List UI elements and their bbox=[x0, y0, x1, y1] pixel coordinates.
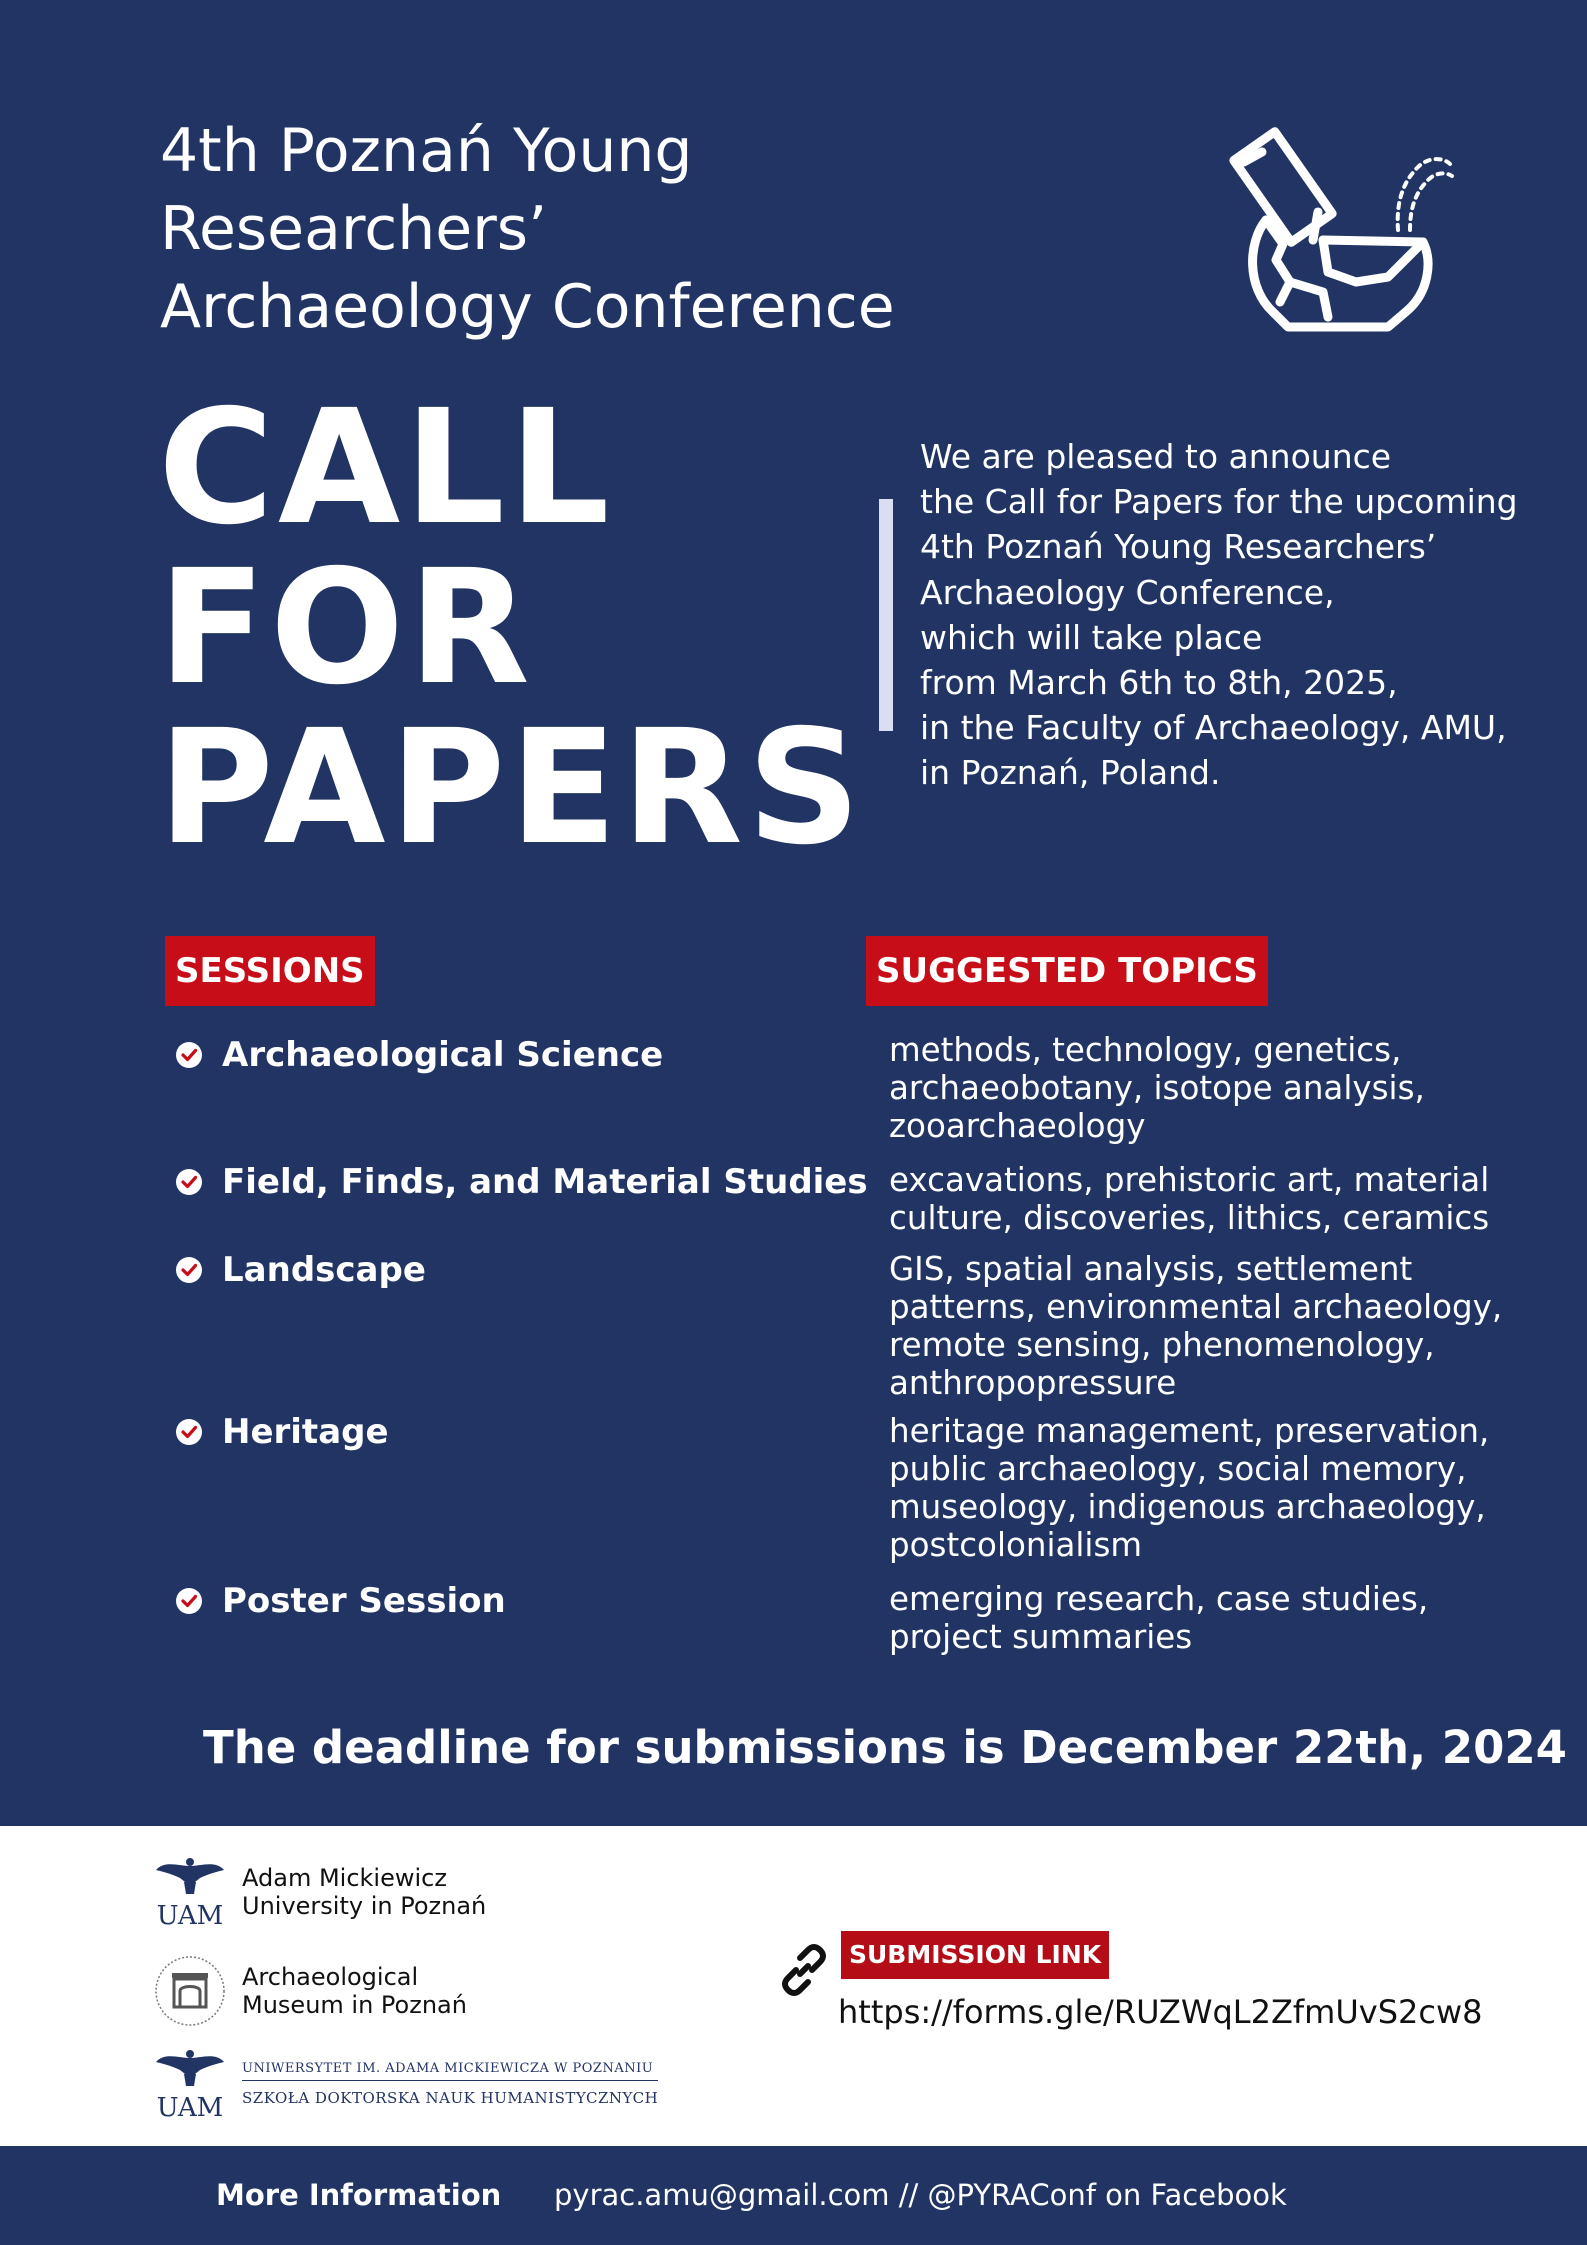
footer-bar bbox=[0, 2146, 1587, 2245]
doctoral-school-line: SZKOŁA DOKTORSKA NAUK HUMANISTYCZNYCH bbox=[242, 2089, 659, 2107]
museum-seal-logo-icon bbox=[150, 1951, 230, 2031]
institution-name-line: Archaeological bbox=[242, 1963, 419, 1991]
session-label: Heritage bbox=[222, 1412, 389, 1452]
university-name-line: UNIWERSYTET IM. ADAMA MICKIEWICZA W POZNANIU bbox=[242, 2061, 658, 2081]
announcement-line: in Poznań, Poland. bbox=[920, 753, 1221, 793]
uam-eagle-logo-icon bbox=[150, 2044, 230, 2124]
topic-line: museology, indigenous archaeology, bbox=[889, 1488, 1486, 1526]
topic-line: excavations, prehistoric art, material bbox=[889, 1161, 1490, 1199]
institution-name-line: Adam Mickiewicz bbox=[242, 1864, 447, 1892]
session-label: Archaeological Science bbox=[222, 1035, 664, 1075]
topic-line: anthropopressure bbox=[889, 1364, 1177, 1402]
session-topics bbox=[889, 1161, 1569, 1237]
session-item bbox=[176, 1412, 389, 1452]
announcement-accent-bar bbox=[879, 499, 893, 731]
topic-line: archaeobotany, isotope analysis, bbox=[889, 1069, 1425, 1107]
conference-title-line: Researchers’ bbox=[160, 194, 548, 264]
announcement-line: in the Faculty of Archaeology, AMU, bbox=[920, 708, 1507, 748]
conference-title bbox=[160, 112, 980, 346]
uam-eagle-logo-icon bbox=[150, 1852, 230, 1932]
headline-line: FOR bbox=[158, 536, 534, 720]
session-topics bbox=[889, 1412, 1569, 1564]
more-information-label: More Information bbox=[216, 2178, 502, 2212]
uam-logo-text: UAM bbox=[156, 1901, 224, 1931]
session-label: Field, Finds, and Material Studies bbox=[222, 1162, 868, 1202]
topic-line: emerging research, case studies, bbox=[889, 1580, 1429, 1618]
session-item bbox=[176, 1162, 868, 1202]
link-icon bbox=[778, 1944, 830, 1996]
checkmark-icon bbox=[176, 1588, 202, 1614]
topic-line: zooarchaeology bbox=[889, 1107, 1146, 1145]
session-topics bbox=[889, 1250, 1569, 1402]
announcement-line: the Call for Papers for the upcoming bbox=[920, 482, 1518, 522]
topic-line: postcolonialism bbox=[889, 1526, 1143, 1564]
institution-name-line: University in Poznań bbox=[242, 1892, 487, 1920]
announcement-line: from March 6th to 8th, 2025, bbox=[920, 663, 1398, 703]
topic-line: project summaries bbox=[889, 1618, 1193, 1656]
headline-line: CALL bbox=[158, 376, 614, 560]
conference-title-line: Archaeology Conference bbox=[160, 272, 895, 342]
session-label: Landscape bbox=[222, 1250, 426, 1290]
session-topics bbox=[889, 1031, 1569, 1145]
checkmark-icon bbox=[176, 1257, 202, 1283]
institution-name bbox=[242, 1963, 467, 2019]
institution-amu bbox=[150, 1852, 486, 1932]
announcement-line: 4th Poznań Young Researchers’ bbox=[920, 527, 1437, 567]
topic-line: patterns, environmental archaeology, bbox=[889, 1288, 1503, 1326]
broken-vessel-icon bbox=[1228, 112, 1468, 352]
doctoral-school-name bbox=[242, 2061, 658, 2107]
topic-line: culture, discoveries, lithics, ceramics bbox=[889, 1199, 1490, 1237]
announcement-line: which will take place bbox=[920, 617, 1263, 657]
session-item bbox=[176, 1035, 663, 1075]
institution-doctoral-school bbox=[150, 2044, 658, 2124]
sessions-heading: SESSIONS bbox=[165, 936, 375, 1006]
institution-museum bbox=[150, 1951, 467, 2031]
submission-url-link[interactable]: https://forms.gle/RUZWqL2ZfmUvS2cw8 bbox=[838, 1993, 1483, 2031]
announcement-line: Archaeology Conference, bbox=[920, 572, 1335, 612]
session-item bbox=[176, 1250, 426, 1290]
checkmark-icon bbox=[176, 1419, 202, 1445]
announcement-line: We are pleased to announce bbox=[920, 437, 1392, 476]
topic-line: remote sensing, phenomenology, bbox=[889, 1326, 1435, 1364]
headline-line: PAPERS bbox=[158, 696, 865, 880]
uam-logo-text: UAM bbox=[156, 2093, 224, 2123]
announcement-text bbox=[920, 434, 1560, 796]
checkmark-icon bbox=[176, 1169, 202, 1195]
institution-name-line: Museum in Poznań bbox=[242, 1991, 467, 2019]
call-for-papers-headline bbox=[158, 376, 865, 880]
session-item bbox=[176, 1581, 506, 1621]
conference-title-line: 4th Poznań Young bbox=[160, 116, 693, 186]
topic-line: public archaeology, social memory, bbox=[889, 1450, 1467, 1488]
session-topics bbox=[889, 1580, 1569, 1656]
topic-line: heritage management, preservation, bbox=[889, 1412, 1490, 1450]
checkmark-icon bbox=[176, 1042, 202, 1068]
topic-line: GIS, spatial analysis, settlement bbox=[889, 1250, 1413, 1288]
submission-deadline: The deadline for submissions is December 22th, 2024 bbox=[203, 1721, 1567, 1774]
institution-name bbox=[242, 1864, 486, 1920]
topic-line: methods, technology, genetics, bbox=[889, 1031, 1402, 1069]
session-label: Poster Session bbox=[222, 1581, 506, 1621]
contact-info: pyrac.amu@gmail.com // @PYRAConf on Facebook bbox=[554, 2178, 1287, 2212]
submission-link-label: SUBMISSION LINK bbox=[841, 1931, 1109, 1979]
suggested-topics-heading: SUGGESTED TOPICS bbox=[866, 936, 1268, 1006]
